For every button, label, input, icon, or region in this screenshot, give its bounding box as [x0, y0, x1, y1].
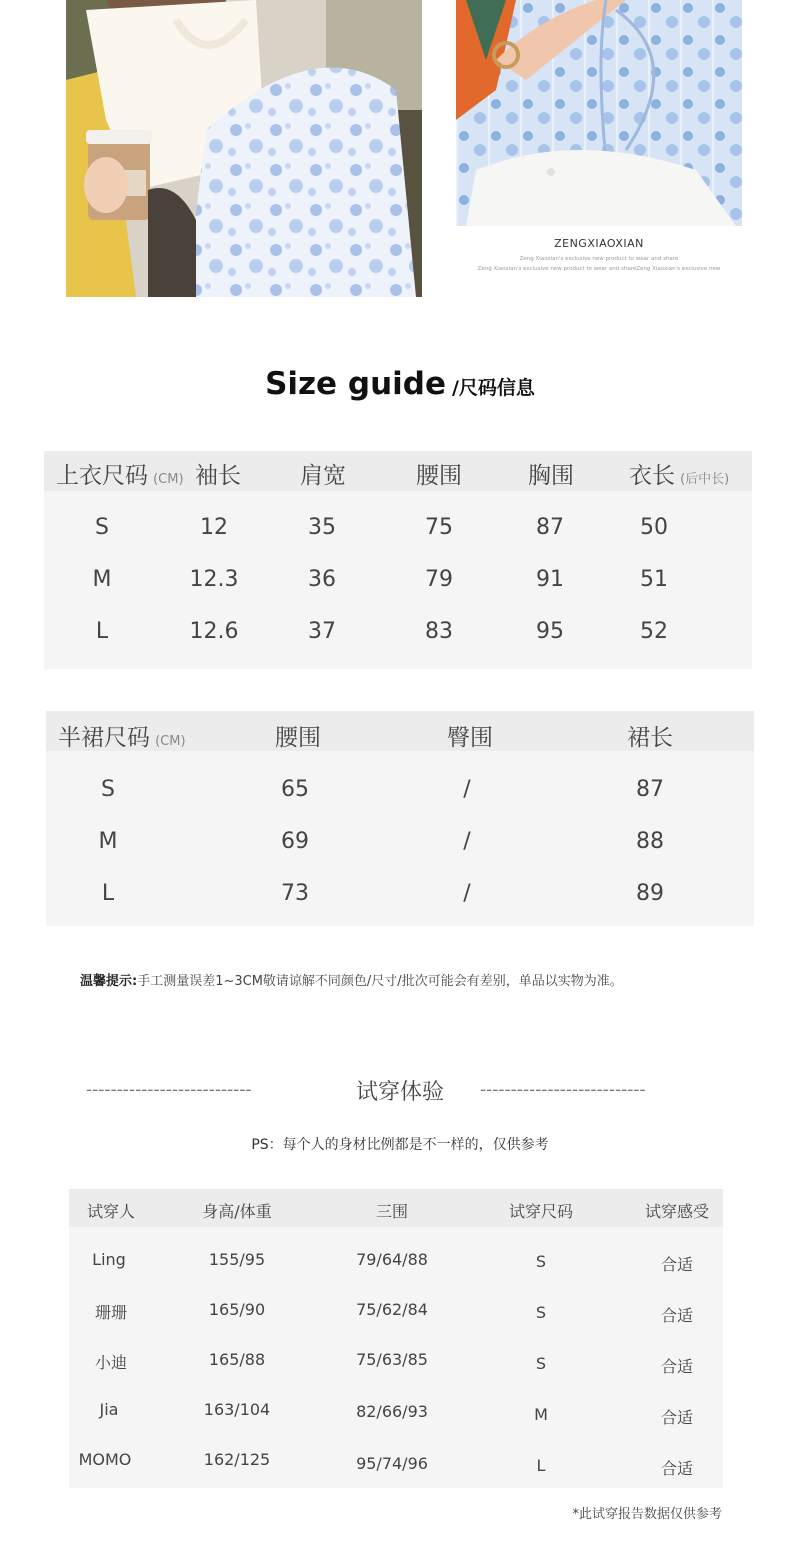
tried-size: S — [535, 1252, 547, 1271]
tryon-title: 试穿体验 — [355, 1080, 444, 1105]
header-waist: 腰围 — [416, 463, 462, 489]
measurement-tip — [80, 970, 623, 989]
value-cell: 87 — [636, 777, 664, 802]
tip-text: 手工测量误差1~3CM敬请谅解不同颜色/尺寸/批次可能会有差别，单品以实物为准。 — [137, 974, 623, 989]
value-cell: 36 — [308, 567, 336, 592]
size-guide-title — [0, 366, 800, 402]
tryon-ps-note: PS：每个人的身材比例都是不一样的，仅供参考 — [251, 1137, 549, 1153]
header-sleeve-length: 袖长 — [195, 463, 241, 489]
height-weight: 155/95 — [208, 1250, 266, 1269]
value-cell: 12.6 — [189, 619, 239, 644]
tried-size: M — [534, 1405, 548, 1424]
measurements: 82/66/93 — [356, 1402, 428, 1421]
header-tester: 试穿人 — [86, 1202, 136, 1221]
size-cell: L — [95, 619, 109, 644]
skirt-size-table — [46, 711, 754, 926]
value-cell: 95 — [536, 619, 564, 644]
header-hip: 臀围 — [447, 725, 493, 751]
value-cell: 65 — [281, 777, 309, 802]
header-measurements: 三围 — [375, 1202, 409, 1221]
value-cell: 91 — [536, 567, 564, 592]
size-cell: L — [101, 881, 115, 906]
fit-feeling: 合适 — [660, 1357, 694, 1376]
tried-size: S — [535, 1354, 547, 1373]
tester-name: Jia — [99, 1400, 119, 1419]
tried-size: S — [535, 1303, 547, 1322]
brand-tagline-repeat: Zeng Xiaoxian's exclusive new product to wear and shareZeng Xiaoxian's exclusive new — [477, 266, 721, 272]
tryon-table — [69, 1189, 723, 1488]
value-cell: 89 — [636, 881, 664, 906]
value-cell: 83 — [425, 619, 453, 644]
measurements: 79/64/88 — [356, 1250, 428, 1269]
model-photo-illustration — [66, 0, 422, 297]
divider-left: --------------------------- — [86, 1080, 252, 1100]
fit-feeling: 合适 — [660, 1459, 694, 1478]
divider-right: --------------------------- — [480, 1080, 646, 1100]
tester-name: MOMO — [78, 1450, 132, 1469]
fit-feeling: 合适 — [660, 1255, 694, 1274]
size-cell: S — [95, 515, 109, 540]
value-cell: 69 — [281, 829, 309, 854]
table-header — [46, 711, 754, 751]
fit-feeling: 合适 — [660, 1306, 694, 1325]
value-cell: 50 — [640, 515, 668, 540]
measurements: 95/74/96 — [356, 1454, 428, 1473]
tester-name: 珊珊 — [94, 1303, 128, 1322]
detail-photo-illustration — [456, 0, 742, 226]
product-photo-left — [66, 0, 422, 297]
value-cell: / — [463, 777, 471, 802]
size-guide-title-cn: /尺码信息 — [451, 377, 535, 399]
measurements: 75/63/85 — [356, 1350, 428, 1369]
fit-feeling: 合适 — [660, 1408, 694, 1427]
top-size-table — [44, 451, 752, 669]
tried-size: L — [536, 1456, 546, 1475]
value-cell: 73 — [281, 881, 309, 906]
height-weight: 163/104 — [203, 1400, 271, 1419]
brand-name: ZENGXIAOXIAN — [554, 237, 644, 250]
brand-tagline: Zeng Xiaoxian's exclusive new product to wear and share — [519, 256, 679, 262]
tester-name: Ling — [92, 1250, 126, 1269]
value-cell: 35 — [308, 515, 336, 540]
value-cell: 79 — [425, 567, 453, 592]
size-cell: S — [101, 777, 115, 802]
header-shoulder-width: 肩宽 — [300, 463, 346, 489]
product-photo-right — [456, 0, 742, 226]
header-bust: 胸围 — [528, 463, 574, 489]
header-fit-feeling: 试穿感受 — [644, 1202, 710, 1221]
header-skirt-length: 裙长 — [627, 725, 673, 751]
table-header — [44, 451, 752, 491]
height-weight: 162/125 — [203, 1450, 271, 1469]
height-weight: 165/90 — [208, 1300, 266, 1319]
header-tried-size: 试穿尺码 — [508, 1202, 574, 1221]
height-weight: 165/88 — [208, 1350, 266, 1369]
header-height-weight: 身高/体重 — [202, 1202, 272, 1221]
size-cell: M — [98, 829, 118, 854]
top-table-label: 上衣尺码 (CM) — [56, 463, 184, 489]
table-header — [69, 1189, 723, 1227]
tester-name: 小迪 — [94, 1353, 128, 1372]
tip-label: 温馨提示: — [80, 974, 138, 989]
value-cell: / — [463, 881, 471, 906]
value-cell: 87 — [536, 515, 564, 540]
size-cell: M — [92, 567, 112, 592]
value-cell: 75 — [425, 515, 453, 540]
skirt-table-label: 半裙尺码 (CM) — [58, 725, 186, 751]
size-guide-title-en: Size guide — [265, 366, 446, 402]
measurements: 75/62/84 — [356, 1300, 428, 1319]
value-cell: 52 — [640, 619, 668, 644]
value-cell: 12 — [200, 515, 228, 540]
value-cell: 88 — [636, 829, 664, 854]
value-cell: / — [463, 829, 471, 854]
tryon-footnote: *此试穿报告数据仅供参考 — [572, 1507, 722, 1522]
value-cell: 37 — [308, 619, 336, 644]
header-length: 衣长 (后中长) — [629, 463, 730, 489]
header-waist: 腰围 — [275, 725, 321, 751]
value-cell: 12.3 — [189, 567, 239, 592]
value-cell: 51 — [640, 567, 668, 592]
